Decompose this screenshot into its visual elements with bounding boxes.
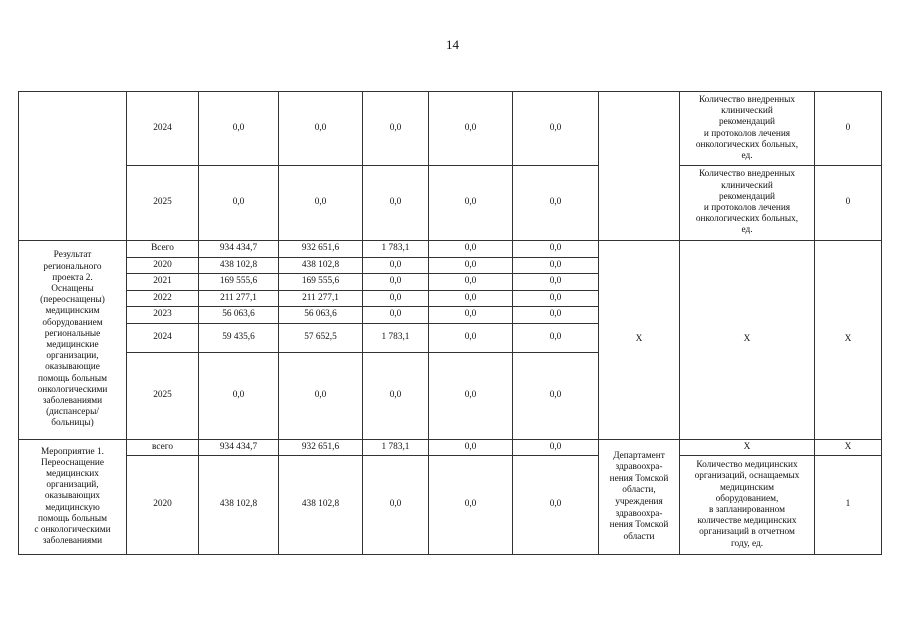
- table-row: [19, 440, 882, 456]
- department-x-cell: X: [599, 241, 680, 440]
- value-cell: 1 783,1: [363, 440, 429, 456]
- value-cell: 0,0: [513, 166, 599, 241]
- indicator-x-cell: X: [680, 440, 815, 456]
- label-line: помощь больным: [38, 513, 107, 524]
- indicator-line: клинический: [721, 106, 773, 117]
- indicator-value-cell: 0: [815, 92, 882, 166]
- value-cell: 0,0: [429, 291, 513, 307]
- year-cell: 2023: [127, 307, 199, 324]
- department-line: области: [623, 531, 655, 542]
- value-cell: 57 652,5: [279, 324, 363, 353]
- indicator-line: онкологических больных,: [695, 139, 799, 150]
- result-label-cell: [19, 241, 127, 440]
- department-line: нения Томской: [609, 520, 669, 531]
- value-cell: 0,0: [429, 307, 513, 324]
- indicator-line: и протоколов лечения: [703, 128, 791, 139]
- year-cell: Всего: [127, 241, 199, 258]
- value-cell: 0,0: [429, 324, 513, 353]
- year-cell: 2020: [127, 258, 199, 274]
- label-line: медицинские: [46, 340, 99, 350]
- value-cell: 0,0: [513, 241, 599, 258]
- indicator-line: ед.: [741, 225, 753, 236]
- value-cell: 1 783,1: [363, 324, 429, 353]
- indicator-value-x-cell: X: [815, 241, 882, 440]
- label-line: медицинских: [46, 468, 99, 479]
- department-line: учреждения: [615, 497, 663, 507]
- indicator-line: медицинским: [719, 482, 775, 493]
- department-line: нения Томской: [609, 473, 669, 484]
- value-cell: 0,0: [363, 166, 429, 241]
- value-cell: 0,0: [513, 440, 599, 456]
- value-cell: 0,0: [429, 353, 513, 440]
- value-cell: 438 102,8: [279, 456, 363, 555]
- value-cell: 0,0: [513, 456, 599, 555]
- year-cell: 2024: [127, 324, 199, 353]
- label-line: медицинским: [45, 306, 100, 317]
- value-cell: 934 434,7: [199, 440, 279, 456]
- label-line: заболеваниями: [42, 536, 103, 547]
- indicator-line: году, ед.: [730, 538, 764, 549]
- indicator-cell: [680, 92, 815, 166]
- value-cell: 0,0: [363, 456, 429, 555]
- value-cell: 0,0: [363, 307, 429, 324]
- value-cell: 0,0: [513, 353, 599, 440]
- value-cell: 0,0: [199, 353, 279, 440]
- empty-department-cell: [599, 92, 680, 241]
- label-line: (диспансеры/: [46, 407, 99, 418]
- department-line: здравоохра-: [615, 508, 663, 519]
- table-row: [19, 166, 882, 241]
- value-cell: 0,0: [429, 456, 513, 555]
- value-cell: 934 434,7: [199, 241, 279, 258]
- value-cell: 169 555,6: [199, 274, 279, 291]
- label-line: оборудованием: [42, 317, 103, 328]
- label-line: Оснащены: [51, 283, 94, 294]
- indicator-x-cell: X: [680, 241, 815, 440]
- indicator-line: Количество внедренных: [698, 94, 796, 105]
- indicator-line: количестве медицинских: [697, 516, 797, 527]
- value-cell: 0,0: [363, 291, 429, 307]
- label-line: онкологическими: [37, 384, 108, 395]
- indicator-line: рекомендаций: [718, 191, 776, 202]
- value-cell: 438 102,8: [199, 456, 279, 555]
- indicator-line: Количество медицинских: [696, 460, 798, 471]
- label-line: Результат: [53, 250, 92, 261]
- value-cell: 0,0: [199, 92, 279, 166]
- value-cell: 0,0: [363, 258, 429, 274]
- indicator-line: и протоколов лечения: [703, 203, 791, 213]
- value-cell: 0,0: [279, 353, 363, 440]
- label-line: Переоснащение: [40, 457, 105, 468]
- indicator-line: в запланированном: [708, 505, 786, 515]
- table-row: [19, 92, 882, 166]
- value-cell: 56 063,6: [199, 307, 279, 324]
- year-cell: 2025: [127, 353, 199, 440]
- value-cell: 0,0: [429, 258, 513, 274]
- department-line: Департамент: [613, 450, 665, 461]
- department-cell: [599, 440, 680, 555]
- year-cell: 2021: [127, 274, 199, 291]
- value-cell: 0,0: [429, 440, 513, 456]
- value-cell: 169 555,6: [279, 274, 363, 291]
- value-cell: 0,0: [199, 166, 279, 241]
- label-line: региональные: [44, 328, 101, 339]
- year-cell: 2025: [127, 166, 199, 241]
- indicator-cell: [680, 456, 815, 555]
- indicator-line: онкологических больных,: [695, 214, 799, 225]
- value-cell: 0,0: [513, 291, 599, 307]
- indicator-line: ед.: [741, 150, 753, 161]
- department-line: области,: [622, 485, 656, 496]
- indicator-value-cell: 0: [815, 166, 882, 241]
- value-cell: 211 277,1: [199, 291, 279, 307]
- label-line: с онкологическими: [34, 525, 111, 535]
- empty-label-cell: [19, 92, 127, 241]
- table-row: [19, 456, 882, 555]
- value-cell: 0,0: [513, 324, 599, 353]
- label-line: организаций,: [46, 480, 99, 491]
- label-line: (переоснащены): [40, 295, 105, 306]
- budget-table: [18, 91, 882, 555]
- label-line: организации,: [46, 351, 99, 362]
- value-cell: 1 783,1: [363, 241, 429, 258]
- label-line: больницы): [51, 418, 94, 429]
- value-cell: 0,0: [429, 166, 513, 241]
- value-cell: 0,0: [513, 92, 599, 166]
- year-cell: 2020: [127, 456, 199, 555]
- label-line: проекта 2.: [52, 272, 93, 283]
- label-line: заболеваниями: [42, 396, 103, 407]
- label-line: регионального: [43, 261, 102, 272]
- year-cell: 2024: [127, 92, 199, 166]
- value-cell: 56 063,6: [279, 307, 363, 324]
- indicator-line: рекомендаций: [718, 117, 776, 128]
- value-cell: 438 102,8: [279, 258, 363, 274]
- label-line: Мероприятие 1.: [41, 446, 104, 457]
- year-cell: всего: [127, 440, 199, 456]
- label-line: медицинскую: [45, 502, 100, 513]
- table-row: [19, 241, 882, 258]
- value-cell: 438 102,8: [199, 258, 279, 274]
- value-cell: 0,0: [363, 92, 429, 166]
- measure-label-cell: [19, 440, 127, 555]
- indicator-line: Количество внедренных: [698, 169, 796, 180]
- indicator-value-cell: 1: [815, 456, 882, 555]
- value-cell: 0,0: [513, 274, 599, 291]
- value-cell: 0,0: [429, 241, 513, 258]
- indicator-cell: [680, 166, 815, 241]
- label-line: оказывающие: [45, 362, 100, 373]
- value-cell: 0,0: [513, 307, 599, 324]
- label-line: помощь больным: [38, 373, 107, 384]
- value-cell: 211 277,1: [279, 291, 363, 307]
- page-number: 14: [446, 37, 459, 52]
- value-cell: 0,0: [429, 274, 513, 291]
- indicator-line: организаций, оснащаемых: [694, 471, 800, 482]
- year-cell: 2022: [127, 291, 199, 307]
- indicator-line: клинический: [721, 180, 773, 191]
- department-line: здравоохра-: [615, 462, 663, 473]
- value-cell: 0,0: [429, 92, 513, 166]
- value-cell: 0,0: [279, 92, 363, 166]
- value-cell: 0,0: [279, 166, 363, 241]
- label-line: оказывающих: [44, 491, 101, 502]
- indicator-line: организаций в отчетном: [699, 527, 795, 538]
- indicator-value-x-cell: X: [815, 440, 882, 456]
- indicator-line: оборудованием,: [715, 493, 779, 504]
- value-cell: 0,0: [513, 258, 599, 274]
- value-cell: 59 435,6: [199, 324, 279, 353]
- value-cell: 0,0: [363, 274, 429, 291]
- value-cell: 0,0: [363, 353, 429, 440]
- value-cell: 932 651,6: [279, 241, 363, 258]
- value-cell: 932 651,6: [279, 440, 363, 456]
